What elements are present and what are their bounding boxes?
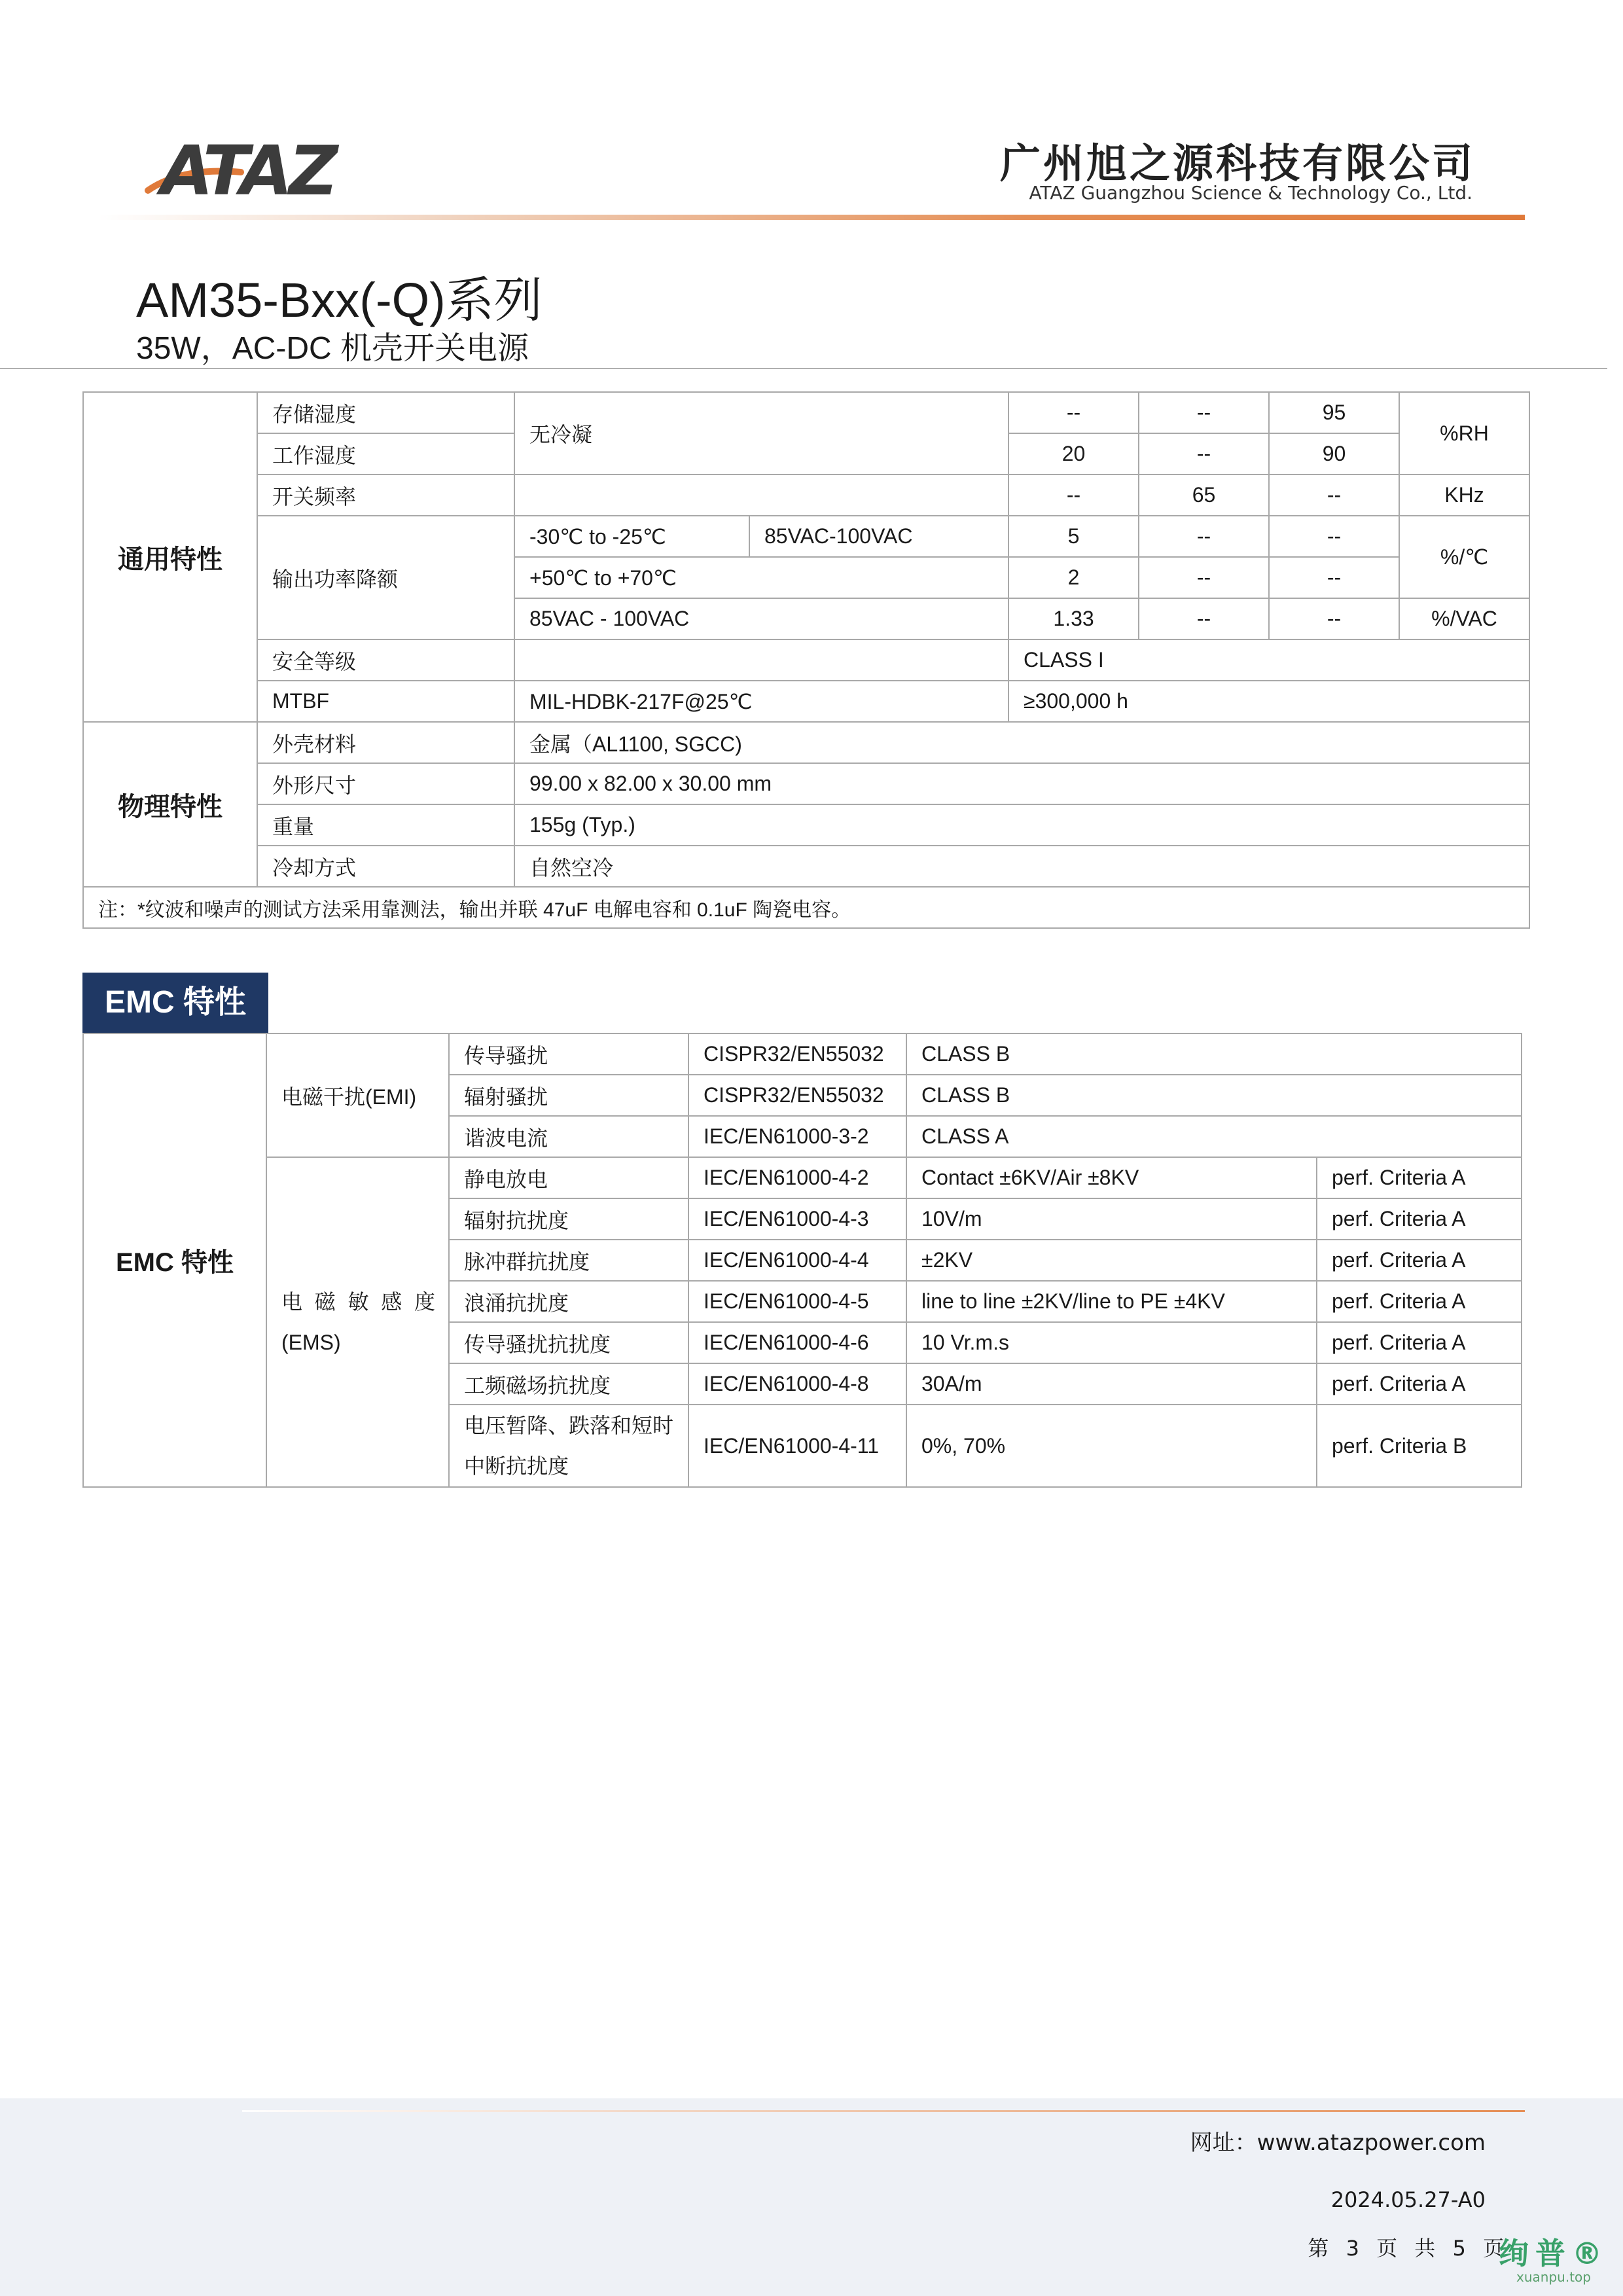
page-number: 第 3 页 共 5 页 bbox=[1308, 2236, 1509, 2261]
condition-cell bbox=[514, 639, 1008, 681]
param-label: 重量 bbox=[257, 804, 514, 846]
max-value: 95 bbox=[1269, 392, 1399, 433]
product-title: AM35-Bxx(-Q)系列 bbox=[136, 273, 543, 327]
spec-table bbox=[82, 391, 1530, 929]
emi-item: 传导骚扰 bbox=[449, 1033, 688, 1075]
max-value: -- bbox=[1269, 516, 1399, 557]
ems-standard: IEC/EN61000-4-6 bbox=[688, 1322, 906, 1363]
company-name-cn: 广州旭之源科技有限公司 bbox=[999, 139, 1475, 187]
value-cell: 99.00 x 82.00 x 30.00 mm bbox=[514, 763, 1529, 804]
param-label: MTBF bbox=[257, 681, 514, 722]
ems-label: 电 磁 敏 感 度 (EMS) bbox=[266, 1157, 449, 1487]
condition-cell: 85VAC-100VAC bbox=[749, 516, 1008, 557]
min-value: 1.33 bbox=[1008, 598, 1139, 639]
ems-level: line to line ±2KV/line to PE ±4KV bbox=[906, 1281, 1317, 1322]
emi-level: CLASS B bbox=[906, 1075, 1522, 1116]
ems-criteria: perf. Criteria A bbox=[1317, 1157, 1522, 1198]
revision-date: 2024.05.27-A0 bbox=[1330, 2187, 1486, 2212]
ems-criteria: perf. Criteria A bbox=[1317, 1363, 1522, 1405]
param-label: 外形尺寸 bbox=[257, 763, 514, 804]
group-general: 通用特性 bbox=[83, 392, 257, 722]
ems-standard: IEC/EN61000-4-2 bbox=[688, 1157, 906, 1198]
table-row bbox=[83, 516, 1529, 557]
table-row bbox=[83, 1033, 1522, 1075]
website-link[interactable]: 网址：www.atazpower.com bbox=[1190, 2130, 1486, 2156]
title-divider bbox=[0, 368, 1607, 369]
emi-standard: IEC/EN61000-3-2 bbox=[688, 1116, 906, 1157]
typ-value: -- bbox=[1139, 557, 1269, 598]
max-value: -- bbox=[1269, 475, 1399, 516]
emi-item: 辐射骚扰 bbox=[449, 1075, 688, 1116]
table-note: 注：*纹波和噪声的测试方法采用靠测法，输出并联 47uF 电解电容和 0.1uF 陶瓷电容。 bbox=[83, 887, 1529, 928]
condition-cell: 无冷凝 bbox=[514, 392, 1008, 475]
ems-criteria: perf. Criteria A bbox=[1317, 1322, 1522, 1363]
ems-item: 静电放电 bbox=[449, 1157, 688, 1198]
ems-criteria: perf. Criteria A bbox=[1317, 1240, 1522, 1281]
table-row bbox=[83, 722, 1529, 763]
emc-section-heading: EMC 特性 bbox=[82, 973, 268, 1033]
min-value: -- bbox=[1008, 392, 1139, 433]
value-cell: CLASS I bbox=[1008, 639, 1529, 681]
group-physical: 物理特性 bbox=[83, 722, 257, 887]
unit-cell: %RH bbox=[1399, 392, 1529, 475]
typ-value: -- bbox=[1139, 598, 1269, 639]
min-value: 20 bbox=[1008, 433, 1139, 475]
ems-criteria: perf. Criteria B bbox=[1317, 1405, 1522, 1487]
ems-item: 传导骚扰抗扰度 bbox=[449, 1322, 688, 1363]
param-label: 冷却方式 bbox=[257, 846, 514, 887]
ems-criteria: perf. Criteria A bbox=[1317, 1281, 1522, 1322]
param-label: 外壳材料 bbox=[257, 722, 514, 763]
ems-standard: IEC/EN61000-4-4 bbox=[688, 1240, 906, 1281]
table-row bbox=[83, 639, 1529, 681]
table-row bbox=[83, 392, 1529, 433]
footer-divider bbox=[242, 2110, 1525, 2112]
typ-value: -- bbox=[1139, 516, 1269, 557]
svg-text:ATAZ: ATAZ bbox=[160, 134, 334, 206]
value-cell: 155g (Typ.) bbox=[514, 804, 1529, 846]
ems-standard: IEC/EN61000-4-3 bbox=[688, 1198, 906, 1240]
value-cell: 自然空冷 bbox=[514, 846, 1529, 887]
table-row bbox=[83, 887, 1529, 928]
table-row bbox=[83, 681, 1529, 722]
max-value: -- bbox=[1269, 598, 1399, 639]
param-label: 工作湿度 bbox=[257, 433, 514, 475]
ems-standard: IEC/EN61000-4-5 bbox=[688, 1281, 906, 1322]
condition-cell bbox=[514, 475, 1008, 516]
ems-standard: IEC/EN61000-4-8 bbox=[688, 1363, 906, 1405]
watermark-en: xuanpu.top bbox=[1516, 2269, 1591, 2285]
param-label: 输出功率降额 bbox=[257, 516, 514, 639]
product-subtitle: 35W，AC-DC 机壳开关电源 bbox=[136, 331, 529, 366]
ems-item: 浪涌抗扰度 bbox=[449, 1281, 688, 1322]
ems-level: Contact ±6KV/Air ±8KV bbox=[906, 1157, 1317, 1198]
ems-item: 电压暂降、跌落和短时中断抗扰度 bbox=[449, 1405, 688, 1487]
table-row bbox=[83, 763, 1529, 804]
condition-cell: +50℃ to +70℃ bbox=[514, 557, 1008, 598]
ems-level: 30A/m bbox=[906, 1363, 1317, 1405]
condition-cell: 85VAC - 100VAC bbox=[514, 598, 1008, 639]
condition-cell: MIL-HDBK-217F@25℃ bbox=[514, 681, 1008, 722]
emi-standard: CISPR32/EN55032 bbox=[688, 1075, 906, 1116]
typ-value: -- bbox=[1139, 433, 1269, 475]
min-value: 5 bbox=[1008, 516, 1139, 557]
ems-level: 10V/m bbox=[906, 1198, 1317, 1240]
table-row bbox=[83, 804, 1529, 846]
emi-level: CLASS B bbox=[906, 1033, 1522, 1075]
typ-value: 65 bbox=[1139, 475, 1269, 516]
condition-cell: -30℃ to -25℃ bbox=[514, 516, 749, 557]
unit-cell: KHz bbox=[1399, 475, 1529, 516]
ems-standard: IEC/EN61000-4-11 bbox=[688, 1405, 906, 1487]
company-logo bbox=[143, 134, 352, 206]
emi-standard: CISPR32/EN55032 bbox=[688, 1033, 906, 1075]
ems-level: 10 Vr.m.s bbox=[906, 1322, 1317, 1363]
typ-value: -- bbox=[1139, 392, 1269, 433]
ems-item: 工频磁场抗扰度 bbox=[449, 1363, 688, 1405]
max-value: 90 bbox=[1269, 433, 1399, 475]
ems-level: ±2KV bbox=[906, 1240, 1317, 1281]
ems-criteria: perf. Criteria A bbox=[1317, 1198, 1522, 1240]
param-label: 安全等级 bbox=[257, 639, 514, 681]
ems-item: 辐射抗扰度 bbox=[449, 1198, 688, 1240]
table-row bbox=[83, 846, 1529, 887]
param-label: 开关频率 bbox=[257, 475, 514, 516]
company-name-en: ATAZ Guangzhou Science & Technology Co., Ltd. bbox=[1029, 182, 1472, 204]
ataz-logo-icon bbox=[143, 134, 352, 206]
table-row bbox=[83, 1157, 1522, 1198]
value-cell: ≥300,000 h bbox=[1008, 681, 1529, 722]
emi-item: 谐波电流 bbox=[449, 1116, 688, 1157]
ems-level: 0%, 70% bbox=[906, 1405, 1317, 1487]
param-label: 存储湿度 bbox=[257, 392, 514, 433]
watermark-cn: 绚普® bbox=[1499, 2236, 1609, 2271]
header-divider bbox=[98, 215, 1525, 220]
emi-label: 电磁干扰(EMI) bbox=[266, 1033, 449, 1157]
ems-item: 脉冲群抗扰度 bbox=[449, 1240, 688, 1281]
unit-cell: %/VAC bbox=[1399, 598, 1529, 639]
max-value: -- bbox=[1269, 557, 1399, 598]
min-value: 2 bbox=[1008, 557, 1139, 598]
min-value: -- bbox=[1008, 475, 1139, 516]
group-emc: EMC 特性 bbox=[83, 1033, 266, 1487]
emi-level: CLASS A bbox=[906, 1116, 1522, 1157]
watermark bbox=[1499, 2237, 1609, 2284]
emc-table bbox=[82, 1033, 1522, 1488]
value-cell: 金属（AL1100, SGCC) bbox=[514, 722, 1529, 763]
unit-cell: %/℃ bbox=[1399, 516, 1529, 598]
table-row bbox=[83, 475, 1529, 516]
